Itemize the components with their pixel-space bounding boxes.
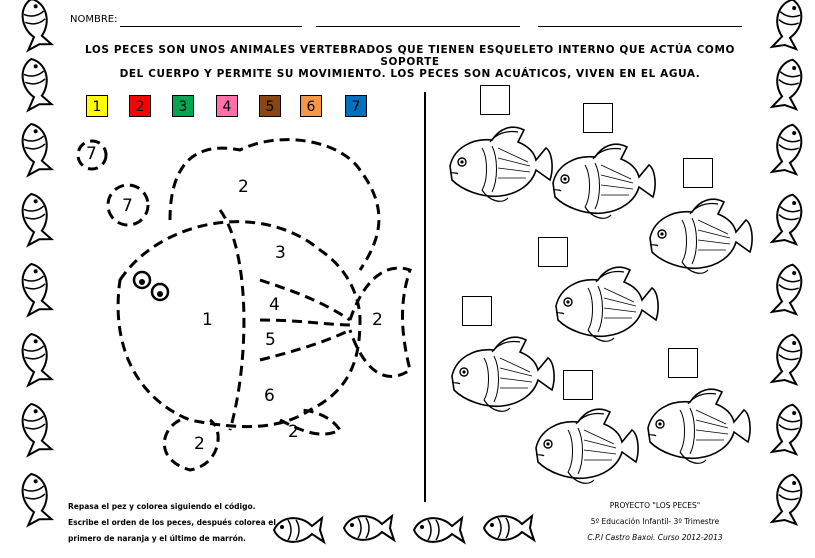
intro-text: LOS PECES SON UNOS ANIMALES VERTEBRADOS QUE TIENEN ESQUELETO INTERNO QUE ACTÚA COMO SOPORTE bbox=[84, 44, 736, 68]
color-swatch-4: 4 bbox=[216, 95, 238, 117]
region-number: 3 bbox=[275, 243, 286, 263]
name-input-line[interactable] bbox=[316, 26, 520, 27]
color-swatch-3: 3 bbox=[172, 95, 194, 117]
order-answer-box[interactable] bbox=[563, 370, 593, 400]
order-answer-box[interactable] bbox=[583, 103, 613, 133]
project-title: PROYECTO "LOS PECES" bbox=[609, 501, 701, 510]
color-swatch-5: 5 bbox=[259, 95, 281, 117]
name-label: NOMBRE: bbox=[70, 14, 118, 25]
school-year: C.P.I Castro Baxoi. Curso 2012-2013 bbox=[587, 533, 723, 542]
fish-drawing bbox=[553, 144, 655, 218]
fish-drawing bbox=[648, 389, 750, 463]
fish-drawing bbox=[556, 267, 658, 341]
region-number: 2 bbox=[288, 422, 299, 442]
intro-text: DEL CUERPO Y PERMITE SU MOVIMIENTO. LOS PECES SON ACUÁTICOS, VIVEN EN EL AGUA. bbox=[119, 68, 701, 80]
fish-drawing bbox=[450, 127, 552, 201]
fish-drawing bbox=[452, 337, 554, 411]
instruction-line: primero de naranja y el último de marrón. bbox=[68, 534, 246, 543]
course-level: 5º Educación Infantil- 3º Trimestre bbox=[590, 517, 720, 526]
region-number: 6 bbox=[264, 386, 275, 406]
instruction-line: Repasa el pez y colorea siguiendo el código. bbox=[68, 502, 256, 511]
region-number: 2 bbox=[238, 177, 249, 197]
region-number: 1 bbox=[202, 310, 213, 330]
color-swatch-6: 6 bbox=[300, 95, 322, 117]
column-divider bbox=[424, 92, 426, 502]
fish-group bbox=[430, 80, 760, 500]
instruction-line: Escribe el orden de los peces, después colorea el bbox=[68, 518, 276, 527]
region-number: 7 bbox=[86, 144, 97, 164]
order-answer-box[interactable] bbox=[538, 237, 568, 267]
color-swatch-1: 1 bbox=[86, 95, 108, 117]
order-answer-box[interactable] bbox=[462, 296, 492, 326]
color-swatch-7: 7 bbox=[345, 95, 367, 117]
color-swatch-2: 2 bbox=[129, 95, 151, 117]
region-number: 2 bbox=[372, 310, 383, 330]
region-number: 2 bbox=[194, 434, 205, 454]
order-answer-box[interactable] bbox=[480, 85, 510, 115]
order-answer-box[interactable] bbox=[668, 348, 698, 378]
name-input-line[interactable] bbox=[120, 26, 302, 27]
order-answer-box[interactable] bbox=[683, 158, 713, 188]
fish-drawing bbox=[536, 409, 638, 483]
instructions bbox=[68, 499, 276, 547]
fish-drawing bbox=[650, 199, 752, 273]
region-number: 7 bbox=[122, 196, 133, 216]
region-number: 5 bbox=[265, 330, 276, 350]
project-credits bbox=[560, 498, 750, 546]
region-number: 4 bbox=[269, 295, 280, 315]
name-input-line[interactable] bbox=[538, 26, 742, 27]
